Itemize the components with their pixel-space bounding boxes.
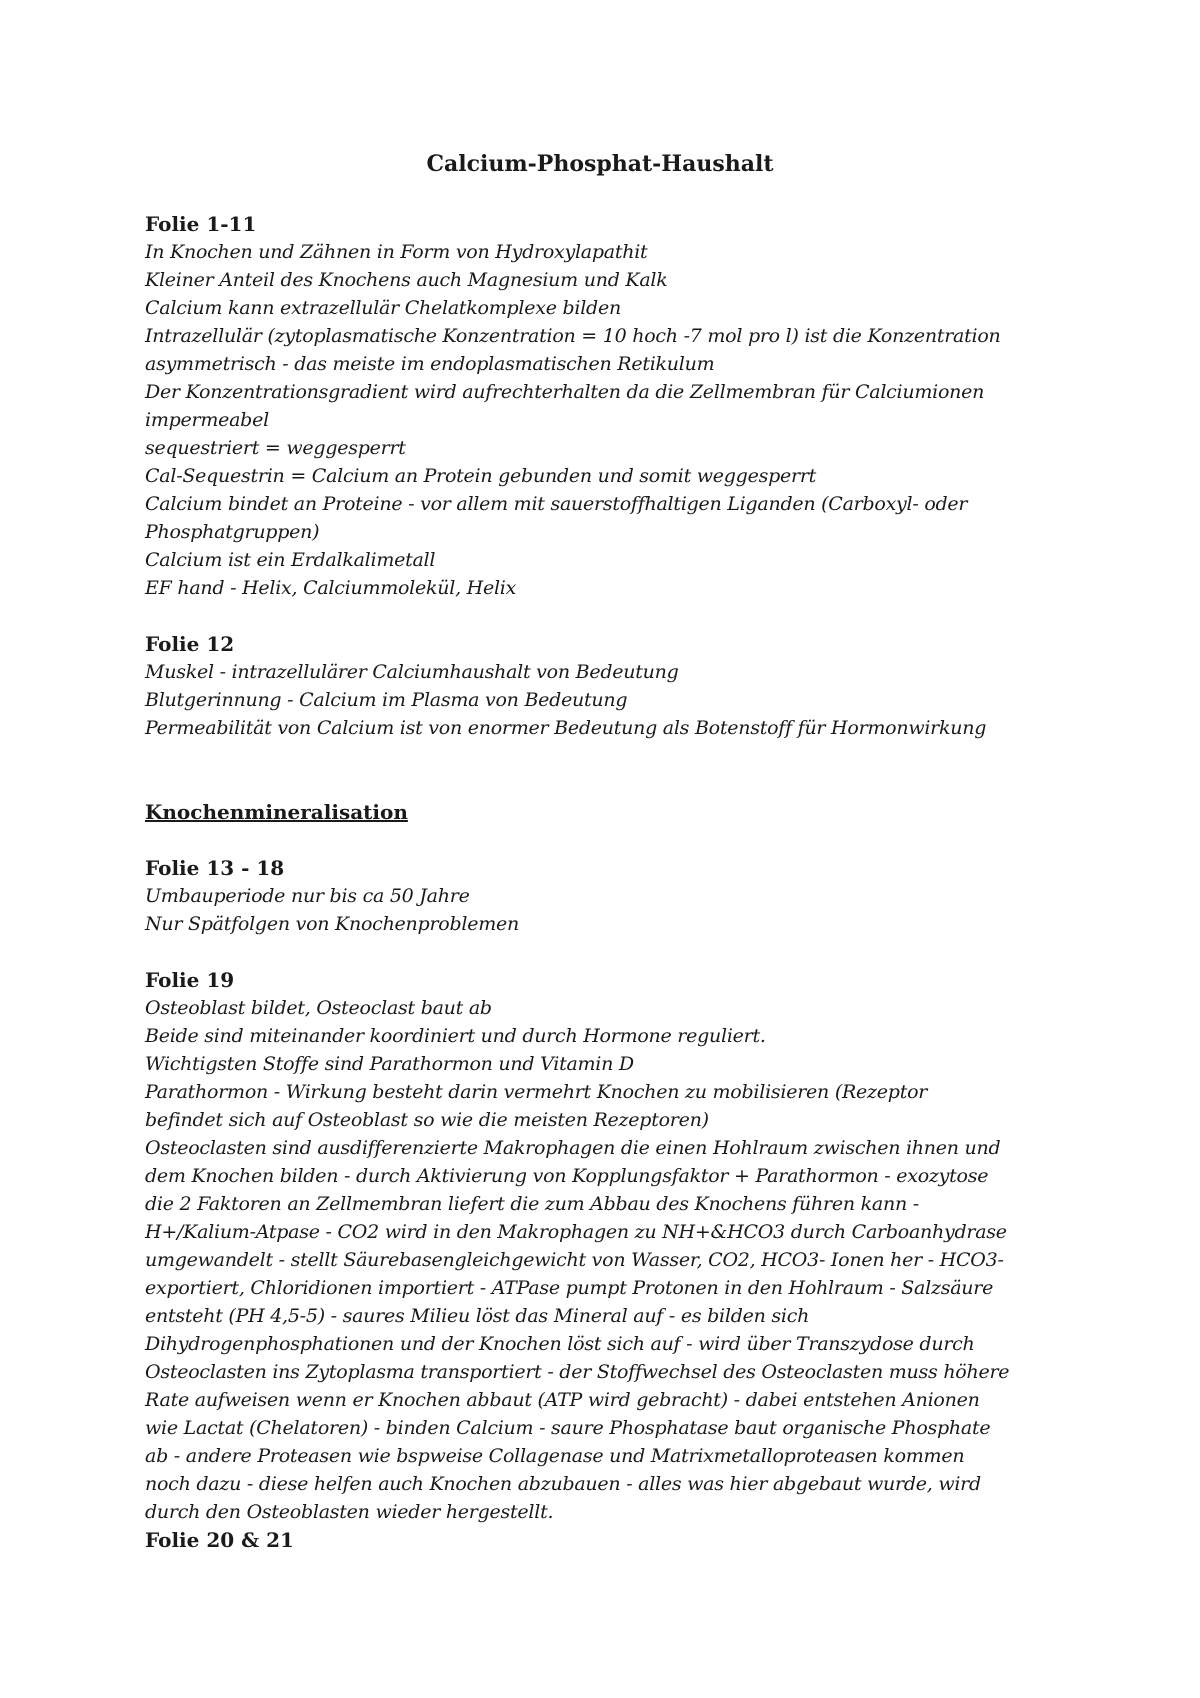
text-line: Calcium kann extrazellulär Chelatkomplexe bilden [145, 297, 621, 319]
text-line: ab - andere Proteasen wie bspweise Collagenase und Matrixmetalloproteasen kommen [145, 1445, 965, 1467]
text-line: In Knochen und Zähnen in Form von Hydroxylapathit [145, 241, 648, 263]
text-line: umgewandelt - stellt Säurebasengleichgewicht von Wasser, CO2, HCO3- Ionen her - HCO3- [145, 1249, 1004, 1271]
text-line: Rate aufweisen wenn er Knochen abbaut (ATP wird gebracht) - dabei entstehen Anionen [145, 1389, 980, 1411]
text-line: exportiert, Chloridionen importiert - ATPase pumpt Protonen in den Hohlraum - Salzsäure [145, 1277, 994, 1299]
text-line: Beide sind miteinander koordiniert und durch Hormone reguliert. [145, 1025, 766, 1047]
text-line: Phosphatgruppen) [145, 521, 320, 543]
text-line: Dihydrogenphosphationen und der Knochen löst sich auf - wird über Transzydose durch [145, 1333, 975, 1355]
text-line: EF hand - Helix, Calciummolekül, Helix [145, 577, 517, 599]
text-line: Parathormon - Wirkung besteht darin vermehrt Knochen zu mobilisieren (Rezeptor [145, 1081, 928, 1103]
text-line: die 2 Faktoren an Zellmembran liefert die zum Abbau des Knochens führen kann - [145, 1193, 919, 1215]
text-line: asymmetrisch - das meiste im endoplasmatischen Retikulum [145, 353, 715, 375]
text-line: H+/Kalium-Atpase - CO2 wird in den Makrophagen zu NH+&HCO3 durch Carboanhydrase [145, 1221, 1007, 1243]
text-line: Blutgerinnung - Calcium im Plasma von Bedeutung [145, 689, 628, 711]
text-line: Der Konzentrationsgradient wird aufrechterhalten da die Zellmembran für Calciumionen [145, 381, 985, 403]
text-line: wie Lactat (Chelatoren) - binden Calcium - saure Phosphatase baut organische Phosphate [145, 1417, 991, 1439]
text-line: sequestriert = weggesperrt [145, 437, 406, 459]
section-heading: Folie 12 [145, 632, 235, 656]
text-line: entsteht (PH 4,5-5) - saures Milieu löst das Mineral auf - es bilden sich [145, 1305, 810, 1327]
text-line: Intrazellulär (zytoplasmatische Konzentration = 10 hoch -7 mol pro l) ist die Konzentration [145, 325, 1001, 347]
text-line: Osteoblast bildet, Osteoclast baut ab [145, 997, 492, 1019]
text-line: Muskel - intrazellulärer Calciumhaushalt von Bedeutung [145, 661, 679, 683]
text-line: dem Knochen bilden - durch Aktivierung von Kopplungsfaktor + Parathormon - exozytose [145, 1165, 989, 1187]
text-line: Umbauperiode nur bis ca 50 Jahre [145, 885, 470, 907]
text-line: Calcium ist ein Erdalkalimetall [145, 549, 436, 571]
text-line: Permeabilität von Calcium ist von enormer Bedeutung als Botenstoff für Hormonwirkung [145, 717, 987, 739]
text-line: Osteoclasten ins Zytoplasma transportiert - der Stoffwechsel des Osteoclasten muss höhere [145, 1361, 1010, 1383]
text-line: Cal-Sequestrin = Calcium an Protein gebunden und somit weggesperrt [145, 465, 817, 487]
text-line: durch den Osteoblasten wieder hergestellt. [145, 1501, 554, 1523]
text-line: Nur Spätfolgen von Knochenproblemen [145, 913, 519, 935]
text-line: noch dazu - diese helfen auch Knochen abzubauen - alles was hier abgebaut wurde, wird [145, 1473, 981, 1495]
section-heading: Folie 13 - 18 [145, 856, 285, 880]
text-line: befindet sich auf Osteoblast so wie die meisten Rezeptoren) [145, 1109, 709, 1131]
text-line: Calcium bindet an Proteine - vor allem mit sauerstoffhaltigen Liganden (Carboxyl- oder [145, 493, 968, 515]
text-line: Osteoclasten sind ausdifferenzierte Makrophagen die einen Hohlraum zwischen ihnen und [145, 1137, 1001, 1159]
text-line: Wichtigsten Stoffe sind Parathormon und Vitamin D [145, 1053, 634, 1075]
section-heading: Folie 20 & 21 [145, 1528, 294, 1552]
text-line: impermeabel [145, 409, 269, 431]
section-heading: Folie 19 [145, 968, 235, 992]
section-heading: Folie 1-11 [145, 212, 257, 236]
chapter-heading: Knochenmineralisation [145, 800, 408, 824]
text-line: Kleiner Anteil des Knochens auch Magnesium und Kalk [145, 269, 668, 291]
document-title: Calcium-Phosphat-Haushalt [426, 151, 774, 177]
